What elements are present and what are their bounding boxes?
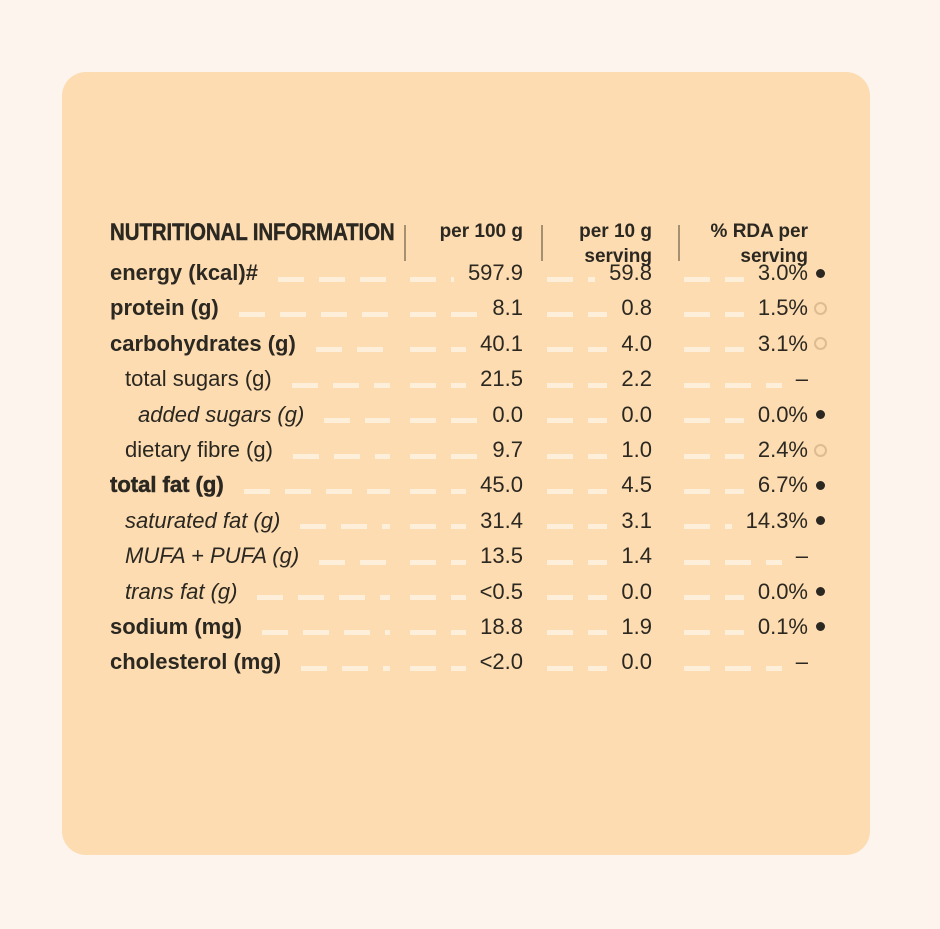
value-per-serving: 0.0 — [621, 649, 652, 675]
value-rda: 0.1% — [757, 613, 808, 639]
value-per-100g: 45.0 — [480, 472, 523, 498]
value-per-100g-cell — [404, 539, 541, 574]
dotted-leader-line — [410, 454, 478, 459]
marker-cell — [808, 432, 832, 467]
row-label: total sugars (g) — [125, 366, 272, 392]
value-per-serving-cell — [541, 503, 678, 538]
value-per-serving: 1.4 — [621, 543, 652, 569]
filled-dot-icon — [816, 516, 825, 525]
value-per-100g: 13.5 — [480, 543, 523, 569]
dotted-leader-line — [410, 347, 466, 352]
value-rda: 2.4% — [757, 437, 808, 463]
marker-cell — [808, 609, 832, 644]
row-label-cell — [110, 432, 404, 467]
row-label-cell — [110, 468, 404, 503]
value-per-serving: 3.1 — [621, 507, 652, 533]
row-label: cholesterol (mg) — [110, 649, 282, 675]
value-per-100g: 18.8 — [480, 613, 523, 639]
dotted-leader-line — [684, 630, 744, 635]
column-header-rda: % RDA per serving — [678, 220, 808, 278]
dotted-leader-line — [684, 454, 744, 459]
dotted-leader-line — [410, 630, 466, 635]
dotted-leader-line — [410, 312, 478, 317]
nutrition-table — [110, 220, 832, 680]
value-per-100g: 21.5 — [480, 366, 523, 392]
filled-dot-icon — [816, 622, 825, 631]
dotted-leader-line — [410, 383, 466, 388]
marker-cell — [808, 574, 832, 609]
dotted-leader-line — [239, 312, 390, 317]
value-per-100g: 0.0 — [492, 401, 523, 427]
value-per-serving: 4.5 — [621, 472, 652, 498]
filled-dot-icon — [816, 481, 825, 490]
row-label: carbohydrates (g) — [110, 330, 296, 356]
value-per-100g-cell — [404, 397, 541, 432]
dotted-leader-line — [300, 524, 390, 529]
value-per-100g: 31.4 — [480, 507, 523, 533]
value-rda-cell — [678, 609, 808, 644]
dotted-leader-line — [410, 524, 466, 529]
value-per-100g: 40.1 — [480, 330, 523, 356]
filled-dot-icon — [816, 410, 825, 419]
marker-cell — [808, 397, 832, 432]
dotted-leader-line — [684, 666, 782, 671]
dotted-leader-line — [410, 418, 478, 423]
dotted-leader-line — [316, 347, 390, 352]
row-label: total fat (g) — [110, 472, 224, 498]
dotted-leader-line — [410, 595, 466, 600]
marker-cell — [808, 362, 832, 397]
value-per-100g-cell — [404, 291, 541, 326]
value-rda-cell — [678, 291, 808, 326]
value-per-serving-cell — [541, 645, 678, 680]
dotted-leader-line — [547, 630, 607, 635]
value-rda: – — [795, 649, 808, 675]
value-rda: 6.7% — [757, 472, 808, 498]
dotted-leader-line — [547, 312, 607, 317]
row-label: added sugars (g) — [138, 401, 305, 427]
open-circle-icon — [814, 444, 827, 457]
value-per-serving: 59.8 — [609, 260, 652, 286]
dotted-leader-line — [410, 489, 466, 494]
value-per-100g-cell — [404, 574, 541, 609]
value-rda: 3.0% — [757, 260, 808, 286]
value-per-serving-cell — [541, 291, 678, 326]
value-rda: 3.1% — [757, 330, 808, 356]
value-per-100g: <0.5 — [479, 578, 523, 604]
dotted-leader-line — [262, 630, 390, 635]
row-label-cell — [110, 503, 404, 538]
dotted-leader-line — [684, 383, 782, 388]
row-label-cell — [110, 255, 404, 290]
value-rda: – — [795, 543, 808, 569]
row-label-cell — [110, 609, 404, 644]
value-per-serving: 1.9 — [621, 613, 652, 639]
value-per-100g-cell — [404, 503, 541, 538]
dotted-leader-line — [684, 595, 744, 600]
dotted-leader-line — [257, 595, 390, 600]
row-label: protein (g) — [110, 295, 219, 321]
dotted-leader-line — [319, 560, 390, 565]
value-per-100g: 9.7 — [492, 437, 523, 463]
value-rda: – — [795, 366, 808, 392]
open-circle-icon — [814, 302, 827, 315]
dotted-leader-line — [684, 489, 744, 494]
marker-cell — [808, 645, 832, 680]
value-per-100g: <2.0 — [479, 649, 523, 675]
value-rda-cell — [678, 503, 808, 538]
dotted-leader-line — [684, 560, 782, 565]
value-per-serving-cell — [541, 609, 678, 644]
value-per-serving-cell — [541, 397, 678, 432]
dotted-leader-line — [410, 560, 466, 565]
dotted-leader-line — [292, 383, 390, 388]
row-label-cell — [110, 397, 404, 432]
value-per-serving-cell — [541, 326, 678, 361]
value-rda-cell — [678, 574, 808, 609]
column-header-per-100g: per 100 g — [404, 220, 541, 278]
nutrition-card — [62, 72, 870, 855]
marker-cell — [808, 326, 832, 361]
value-rda: 14.3% — [745, 507, 808, 533]
open-circle-icon — [814, 337, 827, 350]
value-rda-cell — [678, 326, 808, 361]
dotted-leader-line — [684, 524, 732, 529]
dotted-leader-line — [547, 347, 607, 352]
row-label: trans fat (g) — [125, 578, 238, 604]
dotted-leader-line — [547, 595, 607, 600]
dotted-leader-line — [547, 489, 607, 494]
value-per-serving: 0.0 — [621, 578, 652, 604]
value-rda: 0.0% — [757, 578, 808, 604]
value-per-100g-cell — [404, 432, 541, 467]
dotted-leader-line — [684, 347, 744, 352]
row-label: dietary fibre (g) — [125, 437, 273, 463]
value-per-100g: 8.1 — [492, 295, 523, 321]
value-per-100g-cell — [404, 645, 541, 680]
value-per-serving-cell — [541, 362, 678, 397]
value-rda-cell — [678, 468, 808, 503]
row-label: energy (kcal)# — [110, 260, 258, 286]
filled-dot-icon — [816, 269, 825, 278]
dotted-leader-line — [547, 666, 607, 671]
value-per-100g: 597.9 — [467, 260, 523, 286]
value-per-serving-cell — [541, 468, 678, 503]
row-label: saturated fat (g) — [125, 507, 281, 533]
marker-cell — [808, 291, 832, 326]
dotted-leader-line — [278, 277, 390, 282]
value-per-100g-cell — [404, 468, 541, 503]
dotted-leader-line — [293, 454, 390, 459]
dotted-leader-line — [547, 524, 607, 529]
marker-cell — [808, 468, 832, 503]
value-per-100g-cell — [404, 609, 541, 644]
dotted-leader-line — [547, 383, 607, 388]
row-label-cell — [110, 291, 404, 326]
table-title: NUTRITIONAL INFORMATION — [110, 219, 395, 246]
marker-cell — [808, 539, 832, 574]
value-rda-cell — [678, 645, 808, 680]
value-per-serving: 0.8 — [621, 295, 652, 321]
dotted-leader-line — [244, 489, 390, 494]
marker-cell — [808, 503, 832, 538]
dotted-leader-line — [410, 666, 466, 671]
value-per-serving: 1.0 — [621, 437, 652, 463]
dotted-leader-line — [547, 454, 607, 459]
dotted-leader-line — [684, 312, 744, 317]
value-per-100g-cell — [404, 362, 541, 397]
dotted-leader-line — [547, 418, 607, 423]
dotted-leader-line — [301, 666, 390, 671]
value-rda: 0.0% — [757, 401, 808, 427]
row-label-cell — [110, 574, 404, 609]
dotted-leader-line — [684, 418, 744, 423]
value-rda-cell — [678, 362, 808, 397]
value-per-serving: 0.0 — [621, 401, 652, 427]
value-per-serving-cell — [541, 574, 678, 609]
dotted-leader-line — [547, 560, 607, 565]
row-label: MUFA + PUFA (g) — [125, 543, 300, 569]
value-per-serving: 2.2 — [621, 366, 652, 392]
row-label-cell — [110, 539, 404, 574]
row-label-cell — [110, 326, 404, 361]
value-per-serving: 4.0 — [621, 330, 652, 356]
row-label-cell — [110, 645, 404, 680]
row-label: sodium (mg) — [110, 613, 242, 639]
value-rda-cell — [678, 397, 808, 432]
value-per-serving-cell — [541, 432, 678, 467]
value-rda: 1.5% — [757, 295, 808, 321]
row-label-cell — [110, 362, 404, 397]
value-rda-cell — [678, 539, 808, 574]
value-per-100g-cell — [404, 326, 541, 361]
value-per-serving-cell — [541, 539, 678, 574]
filled-dot-icon — [816, 587, 825, 596]
column-header-per-serving: per 10 g serving — [541, 220, 678, 278]
value-rda-cell — [678, 432, 808, 467]
marker-cell — [808, 255, 832, 290]
dotted-leader-line — [324, 418, 390, 423]
